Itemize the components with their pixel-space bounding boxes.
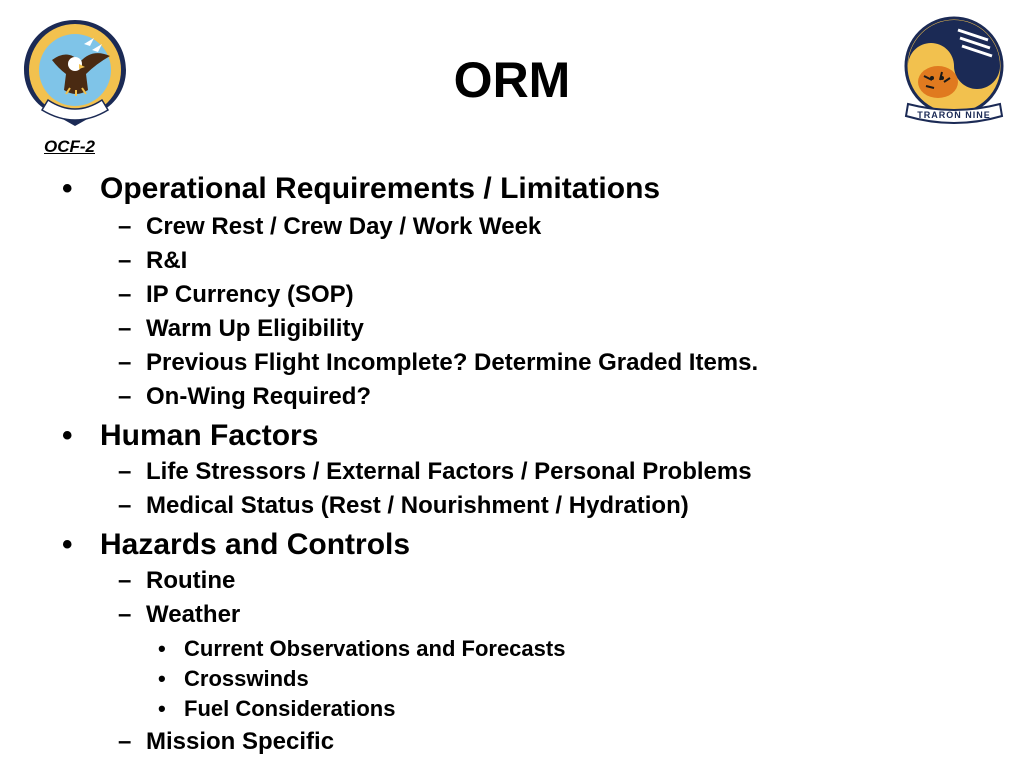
list-item: R&I — [146, 247, 188, 274]
list-item: Crew Rest / Crew Day / Work Week — [146, 213, 542, 240]
bullet-icon: • — [62, 528, 73, 561]
bullet-icon: • — [62, 172, 73, 205]
sub-list-item: Fuel Considerations — [184, 696, 396, 721]
bullet-icon: • — [158, 666, 166, 691]
dash-icon: – — [118, 458, 132, 485]
course-code: OCF-2 — [44, 137, 95, 156]
bullet-icon: • — [158, 636, 166, 661]
dash-icon: – — [118, 601, 132, 628]
dash-icon: – — [118, 492, 132, 519]
dash-icon: – — [118, 281, 132, 308]
bullet-icon: • — [62, 419, 73, 452]
sub-list-item: Crosswinds — [184, 666, 309, 691]
section-heading: Operational Requirements / Limitations — [100, 172, 661, 205]
dash-icon: – — [118, 567, 132, 594]
bullet-icon: • — [158, 696, 166, 721]
list-item: Mission Specific — [146, 728, 335, 755]
page-title: ORM — [453, 52, 571, 108]
list-item: On-Wing Required? — [146, 383, 372, 410]
list-item: Life Stressors / External Factors / Personal Problems — [146, 458, 752, 485]
section-heading: Human Factors — [100, 419, 319, 452]
sub-list-item: Current Observations and Forecasts — [184, 636, 566, 661]
dash-icon: – — [118, 349, 132, 376]
list-item: Routine — [146, 567, 236, 594]
dash-icon: – — [118, 213, 132, 240]
dash-icon: – — [118, 383, 132, 410]
list-item: Weather — [146, 601, 241, 628]
section-heading: Hazards and Controls — [100, 528, 411, 561]
list-item: Previous Flight Incomplete? Determine Graded Items. — [146, 349, 759, 376]
list-item: Medical Status (Rest / Nourishment / Hydration) — [146, 492, 689, 519]
list-item: IP Currency (SOP) — [146, 281, 354, 308]
dash-icon: – — [118, 315, 132, 342]
dash-icon: – — [118, 247, 132, 274]
dash-icon: – — [118, 728, 132, 755]
list-item: Warm Up Eligibility — [146, 315, 364, 342]
logo-banner-text: TRARON NINE — [917, 110, 991, 120]
